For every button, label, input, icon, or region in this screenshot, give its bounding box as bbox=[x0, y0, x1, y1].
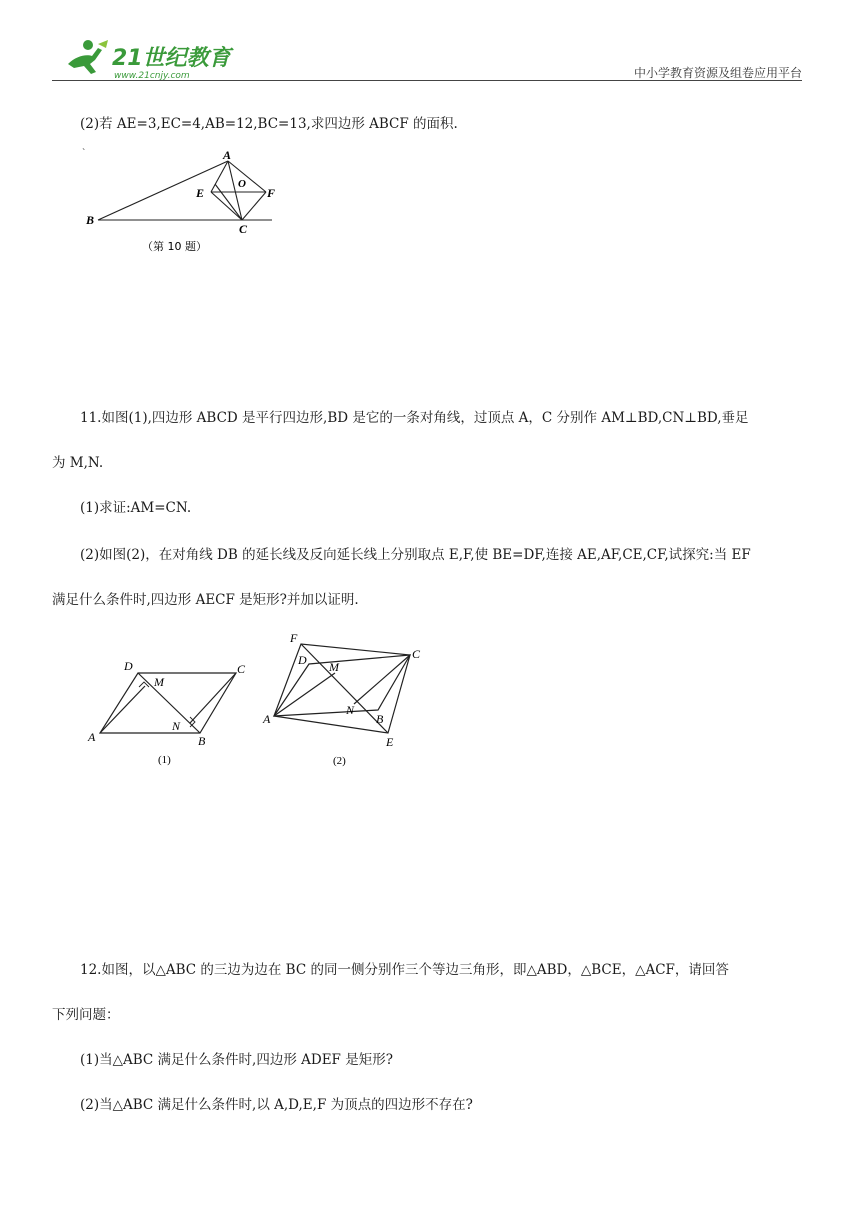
fig2-label-f: F bbox=[290, 631, 298, 645]
q11-part1: (1)求证:AM=CN. bbox=[80, 500, 192, 516]
q11-stem-line1: 11.如图(1),四边形 ABCD 是平行四边形,BD 是它的一条对角线，过顶点 A，C 分别作 AM⊥BD,CN⊥BD,垂足 bbox=[80, 410, 749, 426]
runner-icon bbox=[68, 40, 108, 74]
header-divider bbox=[52, 80, 802, 81]
svg-text:`: ` bbox=[82, 148, 86, 159]
logo-url: www.21cnjy.com bbox=[114, 71, 190, 81]
q10-label-b: B bbox=[86, 213, 95, 227]
fig1-label-n: N bbox=[172, 719, 181, 733]
fig2-label-n: N bbox=[346, 703, 355, 717]
fig2-label-m: M bbox=[329, 660, 339, 674]
q10-figure bbox=[80, 140, 290, 260]
header-right-text: 中小学教育资源及组卷应用平台 bbox=[633, 66, 802, 80]
q12-part1: (1)当△ABC 满足什么条件时,四边形 ADEF 是矩形? bbox=[80, 1052, 393, 1068]
fig1-label-m: M bbox=[154, 675, 164, 689]
fig2-label-c: C bbox=[412, 647, 421, 661]
fig2-label-a: A bbox=[263, 712, 271, 726]
fig2-label-d: D bbox=[298, 653, 307, 667]
q10-label-e: E bbox=[196, 186, 205, 200]
q10-label-a: A bbox=[223, 148, 232, 162]
q10-label-o: O bbox=[238, 178, 246, 190]
fig2-label-b: B bbox=[376, 712, 384, 726]
q11-part2-line2: 满足什么条件时,四边形 AECF 是矩形?并加以证明. bbox=[52, 592, 359, 608]
q12-stem-line2: 下列问题： bbox=[52, 1007, 120, 1023]
site-logo bbox=[62, 38, 237, 82]
q11-figure-1 bbox=[86, 655, 256, 770]
q11-part2-line1: (2)如图(2)，在对角线 DB 的延长线及反向延长线上分别取点 E,F,使 BE=DF,连接 AE,AF,CE,CF,试探究:当 EF bbox=[80, 547, 751, 563]
fig1-label-b: B bbox=[198, 734, 206, 748]
q10-part2: (2)若 AE=3,EC=4,AB=12,BC=13,求四边形 ABCF 的面积. bbox=[80, 116, 458, 132]
q10-label-c: C bbox=[239, 222, 248, 236]
fig2-caption: (2) bbox=[333, 755, 346, 767]
q10-label-f: F bbox=[267, 186, 276, 200]
fig2-label-e: E bbox=[386, 735, 394, 749]
q11-stem-line2: 为 M,N. bbox=[52, 455, 104, 471]
q12-stem-line1: 12.如图，以△ABC 的三边为边在 BC 的同一侧分别作三个等边三角形，即△ABD，△BCE，△ACF，请回答 bbox=[80, 962, 729, 978]
fig1-label-d: D bbox=[124, 659, 133, 673]
q10-caption: （第 10 题） bbox=[142, 240, 207, 253]
fig1-label-c: C bbox=[237, 662, 246, 676]
q12-part2: (2)当△ABC 满足什么条件时,以 A,D,E,F 为顶点的四边形不存在? bbox=[80, 1097, 473, 1113]
q11-figure-2 bbox=[260, 628, 430, 773]
fig1-caption: (1) bbox=[158, 754, 171, 766]
fig1-label-a: A bbox=[88, 730, 96, 744]
logo-text: 21世纪教育 bbox=[112, 46, 231, 71]
